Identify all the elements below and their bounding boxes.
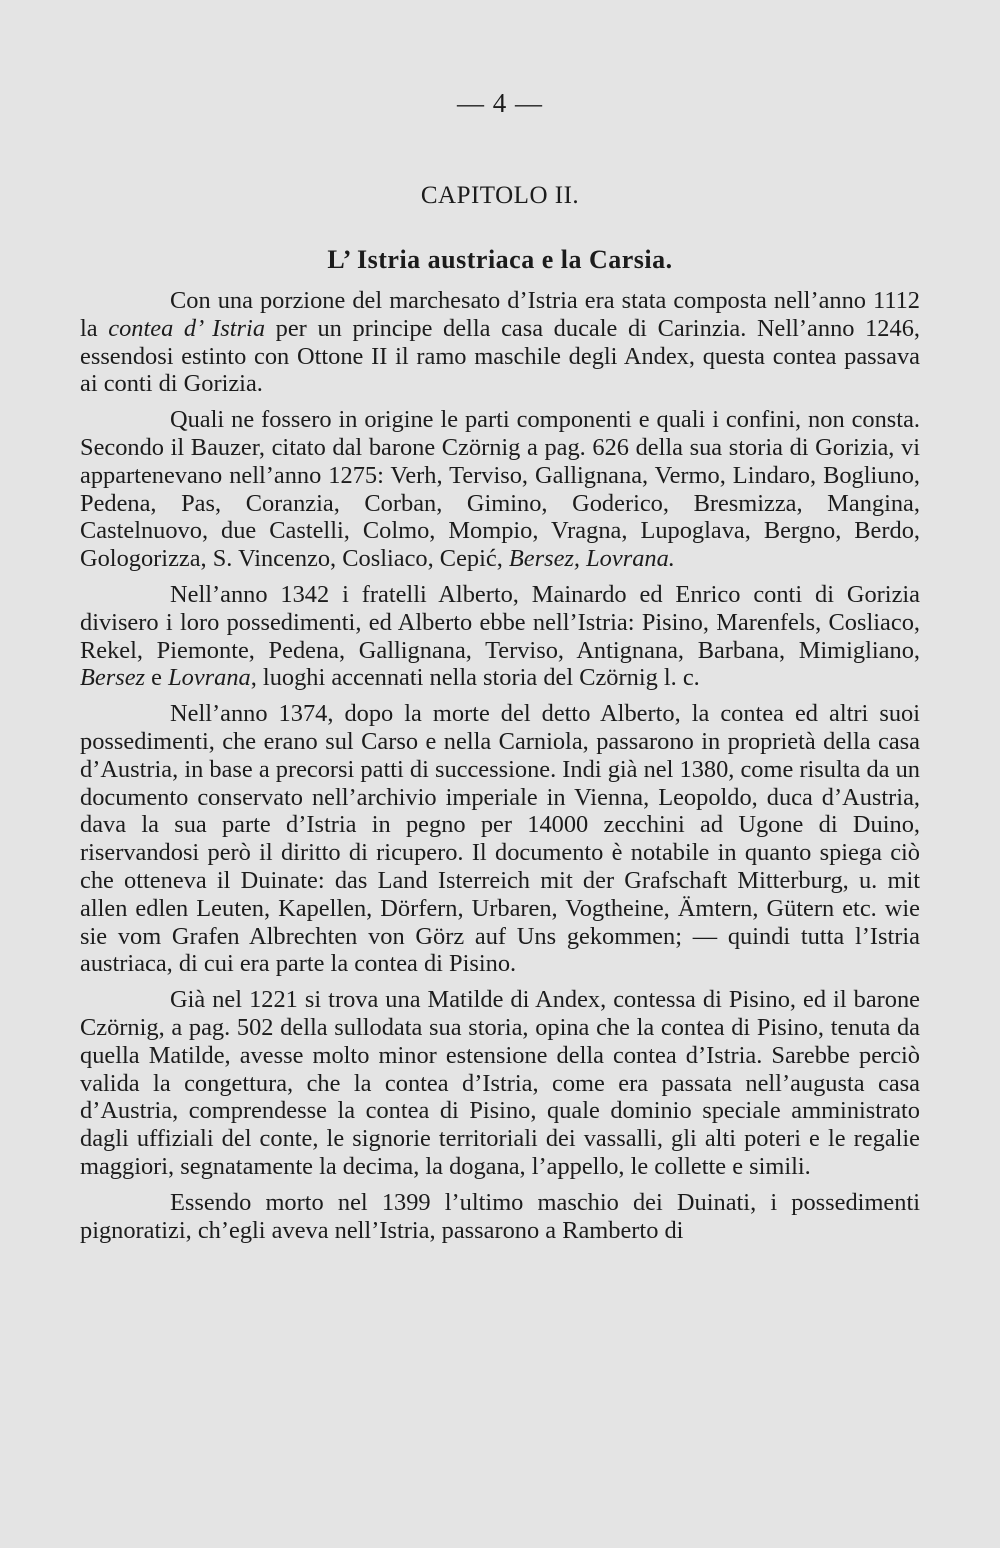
paragraph-text: Quali ne fossero in origine le parti componenti e quali i confini, non consta. Secondo il Bauzer, citato dal barone Czörnig a pag. 626 della sua storia di Gorizia, vi appartenevano nell’anno 1275: Verh, Terviso, Gallignana, Vermo, Lindaro, Bogliuno, Pedena, Pas, Coranzia, Corban, Gimino, Goderico, Bresmizza, Mangina, Castelnuovo, due Castelli, Colmo, Mompio, Vragna, Lupoglava, Bergno, Berdo, Gologorizza, S. Vincenzo, Cosliaco, Cepić, [80,406,920,573]
chapter-label: CAPITOLO II. [420,182,580,209]
paragraph-text: Nell’anno 1342 i fratelli Alberto, Mainardo ed Enrico conti di Gorizia divisero i loro possedimenti, ed Alberto ebbe nell’Istria: Pisino, Marenfels, Cosliaco, Rekel, Piemonte, Pedena, Gallignana, Terviso, Antignana, Barbana, Mimigliano, [80,580,920,664]
paragraph [80,581,920,692]
paragraph-text: Nell’anno 1374, dopo la morte del detto Alberto, la contea ed altri suoi possedimenti, che erano sul Carso e nella Carniola, passarono in proprietà della casa d’Austria, in base a precorsi patti di successione. Indi già nel 1380, come risulta da un documento conservato nell’archivio imperiale in Vienna, Leopoldo, duca d’Austria, dava la sua parte d’Istria in pegno per 14000 zecchini ad Ugone di Duino, riservandosi però il diritto di ricupero. Il documento è notabile in quanto spiega ciò che otteneva il Duinate: das Land Isterreich mit der Grafschaft Mitterburg, u. mit allen edlen Leuten, Kapellen, Dörfern, Urbaren, Vogtheine, Ämtern, Gütern etc. wie sie vom Grafen Albrechten von Görz auf Uns gekommen; — quindi tutta l’Istria austriaca, di cui era parte la contea di Pisino. [80,700,920,978]
page-number: — 4 — [457,88,543,118]
body-text [80,287,920,1252]
paragraph-text: , luoghi accennati nella storia del Czörnig l. c. [250,664,700,692]
paragraph-text: Essendo morto nel 1399 l’ultimo maschio dei Duinati, i possedimenti pignoratizi, ch’egli aveva nell’Istria, passarono a Ramberto di [80,1188,920,1244]
paragraph [80,1189,920,1245]
paragraph-text: Già nel 1221 si trova una Matilde di Andex, contessa di Pisino, ed il barone Czörnig, a pag. 502 della sullodata sua storia, opina che la contea di Pisino, tenuta da quella Matilde, avesse molto minor estensione della contea d’Istria. Sarebbe perciò valida la congettura, che la contea d’Istria, come era passata nell’augusta casa d’Austria, comprendesse la contea di Pisino, quale dominio speciale amministrato dagli uffiziali del conte, le signorie territoriali dei vassalli, gli alti poteri e le regalie maggiori, segnatamente la decima, la dogana, l’appello, le collette e simili. [80,986,920,1180]
paragraph [80,700,920,978]
paragraph-text: e [145,664,169,692]
italic-text: contea d’ Istria [108,314,266,342]
chapter-title: L’ Istria austriaca e la Carsia. [327,245,673,274]
paragraph-text: per un principe della casa ducale di Carinzia. Nell’anno 1246, essendosi estinto con Ottone II il ramo maschile degli Andex, questa contea passava ai conti di Gorizia. [80,314,920,398]
italic-text: Bersez [80,664,146,692]
paragraph [80,287,920,398]
paragraph [80,406,920,573]
italic-text: Bersez, Lovrana. [508,545,675,573]
paragraph [80,986,920,1181]
paragraph-text: Con una porzione del marchesato d’Istria era stata composta nell’anno 1112 la [80,287,920,342]
italic-text: Lovrana [168,664,251,692]
